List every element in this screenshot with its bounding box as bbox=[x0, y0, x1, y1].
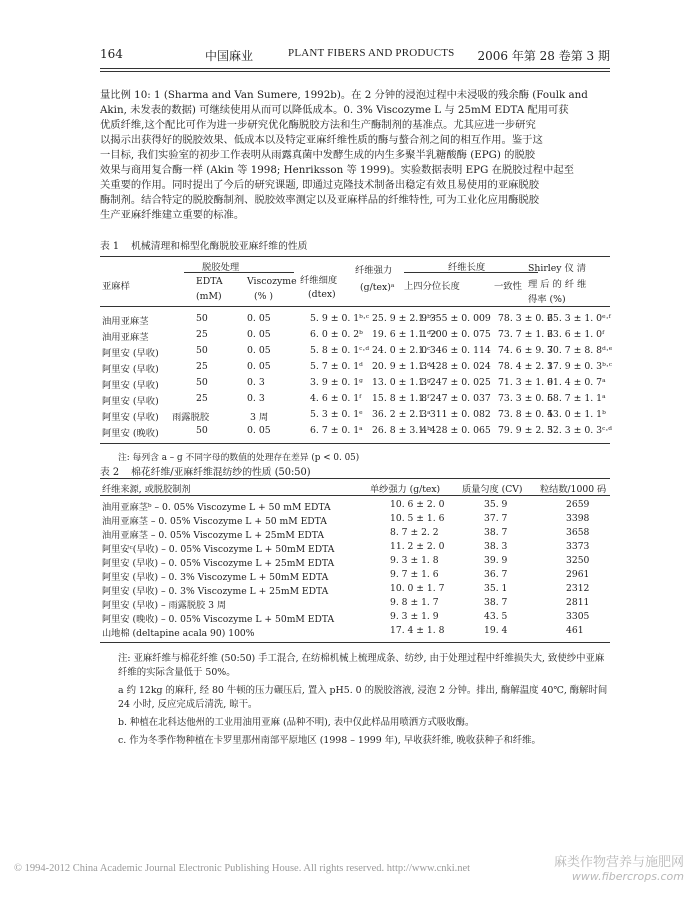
body-line: 一目标, 我们实验室的初步工作表明从雨露真菌中发酵生成的内生多聚半乳糖酸酶 (EPG) 的脱胶 bbox=[100, 149, 536, 161]
t1-cell-shirley: 43. 0 ± 1. 1ᵇ bbox=[547, 409, 606, 420]
t1-header-quartile: 上四分位长度 bbox=[404, 281, 460, 292]
watermark-site-name: 麻类作物营养与施肥网 bbox=[553, 855, 684, 870]
t2-cell-cv: 35. 1 bbox=[484, 583, 508, 594]
t2-cell-strength: 10. 5 ± 1. 6 bbox=[390, 513, 445, 524]
t1-cell-edta: 50 bbox=[196, 377, 208, 388]
t2-header-source: 纤维来源, 或脱胶制剂 bbox=[102, 484, 191, 495]
journal-name-en: PLANT FIBERS AND PRODUCTS bbox=[288, 47, 455, 59]
t1-cell-edta: 25 bbox=[196, 329, 208, 340]
t2-cell-cv: 19. 4 bbox=[484, 625, 508, 636]
t1-header-visc: Viscozyme bbox=[247, 276, 297, 287]
t1-cell-uniformity: 73. 3 ± 0. 6 bbox=[498, 393, 554, 404]
t2-cell-source: 油用亚麻茎 – 0. 05% Viscozyme L + 50 mM EDTA bbox=[102, 516, 327, 527]
t2-cell-source: 阿里安 (早收) – 0. 3% Viscozyme L + 50mM EDTA bbox=[102, 572, 329, 583]
watermark-url: www.fibercrops.com bbox=[571, 870, 684, 883]
t1-header-visc-unit: (% ) bbox=[254, 291, 274, 302]
t2-cell-strength: 9. 7 ± 1. 6 bbox=[390, 569, 439, 580]
table-row bbox=[100, 527, 610, 541]
t2-cell-source: 阿里安 (早收) – 雨露脱胶 3 周 bbox=[102, 600, 227, 611]
t2-cell-neps: 2659 bbox=[566, 499, 590, 510]
t1-cell-shirley: 25. 3 ± 1. 0ᵉ·ᶠ bbox=[547, 313, 611, 324]
t1-cell-strength: 20. 9 ± 1. 3ᵈ bbox=[372, 361, 431, 372]
t2-cell-cv: 38. 7 bbox=[484, 527, 508, 538]
t1-cell-strength: 24. 0 ± 2. 0ᶜ bbox=[372, 345, 431, 356]
table-row bbox=[100, 513, 610, 527]
table2-label: 表 2 bbox=[100, 467, 120, 478]
body-line: 生产亚麻纤维建立重要的标准。 bbox=[100, 209, 245, 221]
t1-cell-edta: 50 bbox=[196, 313, 208, 324]
t1-cell-quartile: 1. 346 ± 0. 114 bbox=[418, 345, 491, 356]
t1-cell-shirley: 61. 4 ± 0. 7ᵃ bbox=[547, 377, 606, 388]
t1-header-shirley-2: 理 后 的 纤 维 bbox=[528, 279, 587, 290]
t2-cell-neps: 461 bbox=[566, 625, 584, 636]
t2-cell-neps: 3250 bbox=[566, 555, 590, 566]
footnote: c. 作为冬季作物种植在卡罗里那州南部平原地区 (1998 – 1999 年), 早收获纤维, 晚收获种子和纤维。 bbox=[118, 735, 541, 746]
t2-cell-source: 阿里安ᶜ(早收) – 0. 05% Viscozyme L + 50mM EDTA bbox=[102, 544, 335, 555]
t2-cell-neps: 3305 bbox=[566, 611, 590, 622]
copyright-footer: © 1994-2012 China Academic Journal Electronic Publishing House. All rights reserved. http://www.cnki.net bbox=[14, 863, 471, 874]
t2-cell-cv: 36. 7 bbox=[484, 569, 508, 580]
t1-cell-fineness: 6. 0 ± 0. 2ᵇ bbox=[310, 329, 363, 340]
t2-cell-source: 阿里安 (早收) – 0. 05% Viscozyme L + 25mM EDTA bbox=[102, 558, 335, 569]
t2-cell-cv: 43. 5 bbox=[484, 611, 508, 622]
table-row bbox=[100, 409, 610, 423]
t1-header-edta-unit: (mM) bbox=[196, 291, 222, 302]
t2-cell-strength: 8. 7 ± 2. 2 bbox=[390, 527, 439, 538]
t1-cell-source: 阿里安 (早收) bbox=[102, 380, 159, 391]
t1-cell-fineness: 3. 9 ± 0. 1ᵍ bbox=[310, 377, 363, 388]
table-row bbox=[100, 555, 610, 569]
table-row bbox=[100, 611, 610, 625]
t1-length-underline bbox=[404, 272, 538, 273]
table1-title: 机械清理和棉型化酶脱胶亚麻纤维的性质 bbox=[131, 241, 308, 252]
t1-cell-strength: 36. 2 ± 2. 3ᵃ bbox=[372, 409, 431, 420]
t2-cell-source: 阿里安 (晚收) – 0. 05% Viscozyme L + 50mM EDTA bbox=[102, 614, 335, 625]
t1-cell-quartile: 1. 428 ± 0. 024 bbox=[418, 361, 491, 372]
t1-cell-strength: 13. 0 ± 1. 3ᵍ bbox=[372, 377, 431, 388]
t2-cell-strength: 9. 3 ± 1. 8 bbox=[390, 555, 439, 566]
table-row bbox=[100, 541, 610, 555]
body-line: 以揭示出获得好的脱胶效果、低成本以及特定亚麻纤维性质的酶与螯合剂之间的相互作用。鉴于这 bbox=[100, 134, 543, 146]
t1-cell-uniformity: 73. 8 ± 0. 5 bbox=[498, 409, 554, 420]
t2-cell-cv: 39. 9 bbox=[484, 555, 508, 566]
footnote: a 约 12kg 的麻秆, 经 80 牛顿的压力碾压后, 置入 pH5. 0 的脱胶溶液, 浸泡 2 分钟。排出, 酶解温度 40℃, 酶解时间 24 小时, 反应完成后清洗, 晾干。 bbox=[118, 685, 608, 710]
t2-cell-strength: 10. 6 ± 2. 0 bbox=[390, 499, 445, 510]
t1-cell-visc: 0. 3 bbox=[247, 377, 265, 388]
table2-caption bbox=[100, 464, 311, 478]
t2-cell-cv: 38. 7 bbox=[484, 597, 508, 608]
t1-cell-uniformity: 79. 9 ± 2. 5 bbox=[498, 425, 554, 436]
footnote: 注: 亚麻纤维与棉花纤维 (50:50) 手工混合, 在纺棉机械上梳理成条、纺纱, 由于处理过程中纤维损失大, 致使纱中亚麻纤维的实际含量低于 50%。 bbox=[118, 653, 605, 678]
t1-cell-shirley: 23. 6 ± 1. 0ᶠ bbox=[547, 329, 605, 340]
footnote: b. 种植在北科达他州的工业用油用亚麻 (品种不明), 表中仅此样品用喷洒方式吸收酶。 bbox=[118, 717, 475, 728]
table-row bbox=[100, 597, 610, 611]
t1-cell-strength: 19. 6 ± 1. 1ᵈ·ᵉ bbox=[372, 329, 438, 340]
t1-cell-visc: 0. 05 bbox=[247, 425, 271, 436]
t1-cell-fineness: 6. 7 ± 0. 1ᵃ bbox=[310, 425, 363, 436]
t1-cell-source: 阿里安 (早收) bbox=[102, 412, 159, 423]
t1-cell-visc: 0. 05 bbox=[247, 361, 271, 372]
body-line: 酶制剂。结合特定的脱胶酶制剂、脱胶效率测定以及亚麻样品的纤维特性, 可为工业化应用酶脱胶 bbox=[100, 194, 540, 206]
t1-cell-source: 阿里安 (晚收) bbox=[102, 428, 159, 439]
t1-cell-uniformity: 74. 6 ± 9. 7 bbox=[498, 345, 554, 356]
table-row bbox=[100, 569, 610, 583]
t1-cell-quartile: 1. 247 ± 0. 025 bbox=[418, 377, 491, 388]
t2-cell-strength: 11. 2 ± 2. 0 bbox=[390, 541, 445, 552]
t1-header-fineness-unit: (dtex) bbox=[308, 289, 336, 300]
t2-cell-strength: 9. 8 ± 1. 7 bbox=[390, 597, 439, 608]
t1-header-shirley-1: Shirley 仪 清 bbox=[528, 263, 587, 274]
t1-header-degum: 脱胶处理 bbox=[202, 262, 240, 273]
t2-cell-strength: 9. 3 ± 1. 9 bbox=[390, 611, 439, 622]
t1-cell-fineness: 5. 7 ± 0. 1ᵈ bbox=[310, 361, 363, 372]
t1-cell-quartile: 1. 428 ± 0. 065 bbox=[418, 425, 491, 436]
t1-cell-quartile: 1. 200 ± 0. 075 bbox=[418, 329, 491, 340]
table2-top-rule bbox=[100, 478, 610, 479]
t1-cell-edta: 25 bbox=[196, 361, 208, 372]
table-row bbox=[100, 345, 613, 359]
table1-top-rule bbox=[100, 256, 610, 257]
t1-cell-visc: 0. 05 bbox=[247, 329, 271, 340]
table2-header-rule bbox=[100, 495, 610, 496]
t2-cell-neps: 3398 bbox=[566, 513, 590, 524]
t2-cell-source: 阿里安 (早收) – 0. 3% Viscozyme L + 25mM EDTA bbox=[102, 586, 329, 597]
body-paragraph bbox=[100, 88, 610, 223]
t1-header-strength-unit: (g/tex)ᵃ bbox=[360, 282, 395, 293]
table-row bbox=[100, 499, 610, 513]
t1-header-source: 亚麻样 bbox=[102, 281, 130, 292]
t1-cell-visc: 0. 05 bbox=[247, 313, 271, 324]
t1-cell-fineness: 5. 9 ± 0. 1ᵇ·ᶜ bbox=[310, 313, 370, 324]
t1-cell-strength: 15. 8 ± 1. 8ᶠ bbox=[372, 393, 430, 404]
t2-header-strength: 单纱强力 (g/tex) bbox=[370, 484, 441, 495]
t1-header-length: 纤维长度 bbox=[448, 262, 486, 273]
t2-cell-neps: 2961 bbox=[566, 569, 590, 580]
t1-cell-source: 油用亚麻茎 bbox=[102, 332, 149, 343]
t1-degum-underline bbox=[184, 272, 294, 273]
t2-cell-neps: 3373 bbox=[566, 541, 590, 552]
t2-cell-strength: 17. 4 ± 1. 8 bbox=[390, 625, 445, 636]
site-watermark bbox=[554, 856, 684, 884]
t1-cell-visc: 0. 05 bbox=[247, 345, 271, 356]
table1-label: 表 1 bbox=[100, 241, 120, 252]
t2-cell-source: 山地棉 (deltapine acala 90) 100% bbox=[102, 628, 255, 639]
table1-caption bbox=[100, 238, 307, 252]
t1-cell-fineness: 5. 8 ± 0. 1ᶜ·ᵈ bbox=[310, 345, 370, 356]
t1-cell-fineness: 4. 6 ± 0. 1ᶠ bbox=[310, 393, 362, 404]
t1-header-edta: EDTA bbox=[196, 276, 223, 287]
t1-header-fineness: 纤维细度 bbox=[300, 275, 338, 286]
page-number: 164 bbox=[100, 47, 123, 61]
t1-cell-shirley: 37. 9 ± 0. 3ᵇ·ᶜ bbox=[547, 361, 612, 372]
t1-cell-visc: 3 周 bbox=[250, 412, 269, 423]
table2-title: 棉花纤维/亚麻纤维混纺纱的性质 (50:50) bbox=[131, 467, 311, 478]
t1-cell-shirley: 32. 3 ± 0. 3ᶜ·ᵈ bbox=[547, 425, 612, 436]
issue-info: 2006 年第 28 卷第 3 期 bbox=[477, 49, 610, 63]
t1-cell-edta: 50 bbox=[196, 345, 208, 356]
header-rule-top bbox=[100, 68, 610, 69]
running-header bbox=[100, 47, 610, 69]
t1-cell-uniformity: 78. 3 ± 0. 6 bbox=[498, 313, 554, 324]
table-row bbox=[100, 583, 610, 597]
t1-cell-uniformity: 73. 7 ± 1. 6 bbox=[498, 329, 554, 340]
body-line: 量比例 10: 1 (Sharma and Van Sumere, 1992b)。在 2 分钟的浸泡过程中未浸吸的残余酶 (Foulk and bbox=[100, 89, 588, 101]
body-line: 优质纤维,这个配比可作为进一步研究优化酶脱胶方法和生产酶制剂的基准点。尤其应进一步研究 bbox=[100, 119, 536, 131]
table2-header-row bbox=[100, 481, 610, 495]
t2-cell-neps: 2811 bbox=[566, 597, 590, 608]
t1-cell-shirley: 30. 7 ± 8. 8ᵈ·ᵉ bbox=[547, 345, 613, 356]
t1-cell-shirley: 58. 7 ± 1. 1ᵃ bbox=[547, 393, 606, 404]
t2-cell-strength: 10. 0 ± 1. 7 bbox=[390, 583, 445, 594]
t2-cell-source: 油用亚麻茎 – 0. 05% Viscozyme L + 25mM EDTA bbox=[102, 530, 325, 541]
body-line: 关重要的作用。同时提出了今后的研究课题, 即通过克隆技术制备出稳定有效且易使用的亚麻脱胶 bbox=[100, 179, 540, 191]
t1-cell-visc: 0. 3 bbox=[247, 393, 265, 404]
table-row bbox=[100, 313, 610, 327]
t1-cell-edta: 雨露脱胶 bbox=[172, 412, 210, 423]
t1-header-strength: 纤维强力 bbox=[355, 265, 393, 276]
t2-cell-neps: 2312 bbox=[566, 583, 590, 594]
body-line: Akin, 未发表的数据) 可继续使用从而可以降低成本。0. 3% Viscozyme L 与 25mM EDTA 配用可获 bbox=[100, 104, 569, 116]
t1-cell-edta: 25 bbox=[196, 393, 208, 404]
header-rule-bottom bbox=[100, 71, 610, 72]
table2-bottom-rule bbox=[100, 642, 610, 643]
t1-header-uniformity: 一致性 bbox=[494, 281, 522, 292]
t1-cell-strength: 26. 8 ± 3. 4ᵇ bbox=[372, 425, 431, 436]
table2-footnotes bbox=[118, 652, 610, 748]
t1-cell-fineness: 5. 3 ± 0. 1ᵉ bbox=[310, 409, 363, 420]
t2-header-neps: 粒结数/1000 码 bbox=[540, 484, 607, 495]
t1-cell-quartile: 1. 355 ± 0. 009 bbox=[418, 313, 491, 324]
table1-header-rule bbox=[100, 306, 610, 307]
table-row bbox=[100, 377, 610, 391]
t2-cell-cv: 35. 9 bbox=[484, 499, 508, 510]
t2-cell-cv: 38. 3 bbox=[484, 541, 508, 552]
t2-cell-cv: 37. 7 bbox=[484, 513, 508, 524]
table-row bbox=[100, 425, 610, 439]
t1-cell-source: 阿里安 (早收) bbox=[102, 396, 159, 407]
body-line: 效果与商用复合酶一样 (Akin 等 1998; Henriksson 等 1999)。实验数据表明 EPG 在脱胶过程中起至 bbox=[100, 164, 574, 176]
t1-cell-source: 油用亚麻茎 bbox=[102, 316, 149, 327]
t1-cell-quartile: 1. 311 ± 0. 082 bbox=[418, 409, 491, 420]
t2-cell-source: 油用亚麻茎ᵇ – 0. 05% Viscozyme L + 50 mM EDTA bbox=[102, 502, 331, 513]
journal-name-cn: 中国麻业 bbox=[205, 49, 254, 63]
table1-note: 注: 每列含 a – g 不同字母的数值的处理存在差异 (p < 0. 05) bbox=[118, 453, 360, 463]
t2-header-cv: 质量匀度 (CV) bbox=[462, 484, 523, 495]
t1-cell-edta: 50 bbox=[196, 425, 208, 436]
table-row bbox=[100, 625, 610, 639]
table-row bbox=[100, 361, 610, 375]
t1-header-shirley-3: 得率 (%) bbox=[528, 294, 566, 305]
t1-cell-uniformity: 71. 3 ± 1. 9 bbox=[498, 377, 554, 388]
t1-cell-source: 阿里安 (早收) bbox=[102, 348, 159, 359]
table-row bbox=[100, 393, 610, 407]
t1-cell-uniformity: 78. 4 ± 2. 1 bbox=[498, 361, 554, 372]
table-row bbox=[100, 329, 610, 343]
table1-bottom-rule bbox=[100, 443, 610, 444]
t2-cell-neps: 3658 bbox=[566, 527, 590, 538]
t1-cell-quartile: 1. 247 ± 0. 037 bbox=[418, 393, 491, 404]
t1-cell-source: 阿里安 (早收) bbox=[102, 364, 159, 375]
t1-cell-strength: 25. 9 ± 2. 9ᵇ·ᶜ bbox=[372, 313, 437, 324]
